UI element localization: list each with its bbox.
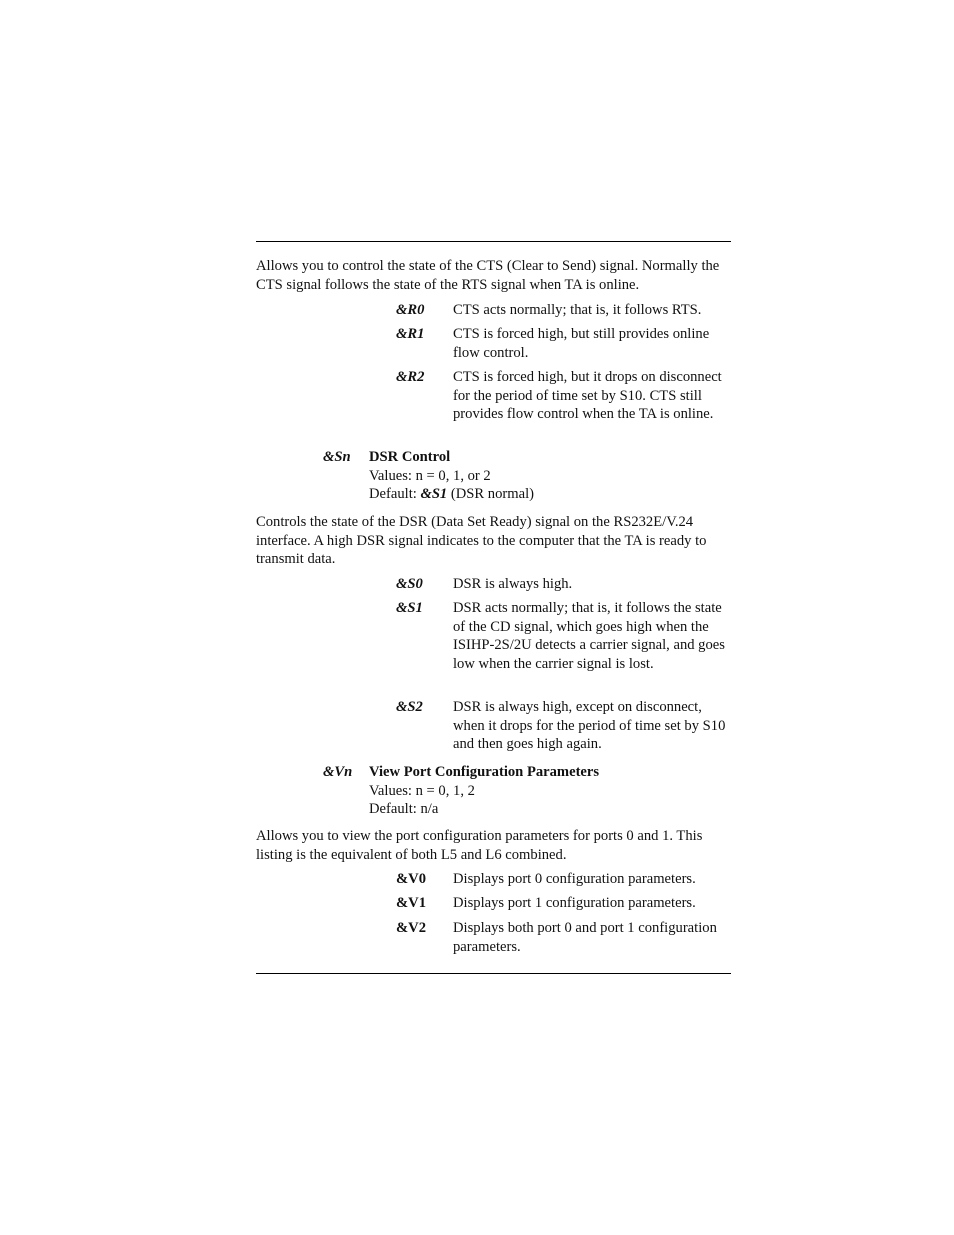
command-title: DSR Control xyxy=(369,449,451,465)
option-code: &S0 xyxy=(396,576,423,592)
top-rule xyxy=(256,241,731,242)
option-v1 xyxy=(396,894,736,913)
command-code: &Sn xyxy=(323,449,351,465)
command-title: View Port Configuration Parameters xyxy=(369,764,600,780)
option-code: &S2 xyxy=(396,699,423,715)
bottom-rule xyxy=(256,973,731,974)
option-code: &V1 xyxy=(396,895,426,911)
command-sn xyxy=(323,448,743,504)
option-v2 xyxy=(396,919,736,956)
option-code: &S1 xyxy=(396,600,423,616)
option-v0 xyxy=(396,870,736,889)
command-vn xyxy=(323,763,743,819)
option-description: Displays port 0 configuration parameters. xyxy=(453,871,696,887)
command-default: Default: n/a xyxy=(369,801,439,818)
option-code: &R0 xyxy=(396,302,425,318)
option-code: &V0 xyxy=(396,871,426,887)
option-code: &V2 xyxy=(396,920,426,936)
dsr-intro-paragraph: Controls the state of the DSR (Data Set Ready) signal on the RS232E/V.24 interface. A high DSR signal indicates to the computer that the TA is ready to transmit data. xyxy=(256,514,707,568)
option-description: CTS acts normally; that is, it follows RTS. xyxy=(453,302,702,318)
option-s2 xyxy=(396,698,736,754)
option-r0 xyxy=(396,301,736,320)
option-description: Displays both port 0 and port 1 configuration parameters. xyxy=(453,920,717,955)
command-values: Values: n = 0, 1, or 2 xyxy=(369,467,491,484)
option-s1 xyxy=(396,599,736,673)
command-values: Values: n = 0, 1, 2 xyxy=(369,782,475,799)
option-description: CTS is forced high, but still provides online flow control. xyxy=(453,326,710,361)
option-description: DSR is always high, except on disconnect, when it drops for the period of time set by S10 and then goes high again. xyxy=(453,699,726,753)
option-code: &R1 xyxy=(396,326,425,342)
option-r2 xyxy=(396,368,736,424)
view-intro-paragraph: Allows you to view the port configuration parameters for ports 0 and 1. This listing is the equivalent of both L5 and L6 combined. xyxy=(256,828,703,863)
option-description: DSR acts normally; that is, it follows the state of the CD signal, which goes high when the ISIHP-2S/2U detects a carrier signal, and goes low when the carrier signal is lost. xyxy=(453,600,725,672)
option-code: &R2 xyxy=(396,369,425,385)
cts-intro-paragraph: Allows you to control the state of the CTS (Clear to Send) signal. Normally the CTS signal follows the state of the RTS signal when TA is online. xyxy=(256,258,720,293)
command-code: &Vn xyxy=(323,764,353,780)
option-description: Displays port 1 configuration parameters. xyxy=(453,895,696,911)
option-r1 xyxy=(396,325,736,362)
option-description: CTS is forced high, but it drops on disconnect for the period of time set by S10. CTS still provides flow control when the TA is online. xyxy=(453,369,722,423)
option-s0 xyxy=(396,575,736,594)
command-default: Default: &S1 (DSR normal) xyxy=(369,486,534,503)
option-description: DSR is always high. xyxy=(453,576,573,592)
